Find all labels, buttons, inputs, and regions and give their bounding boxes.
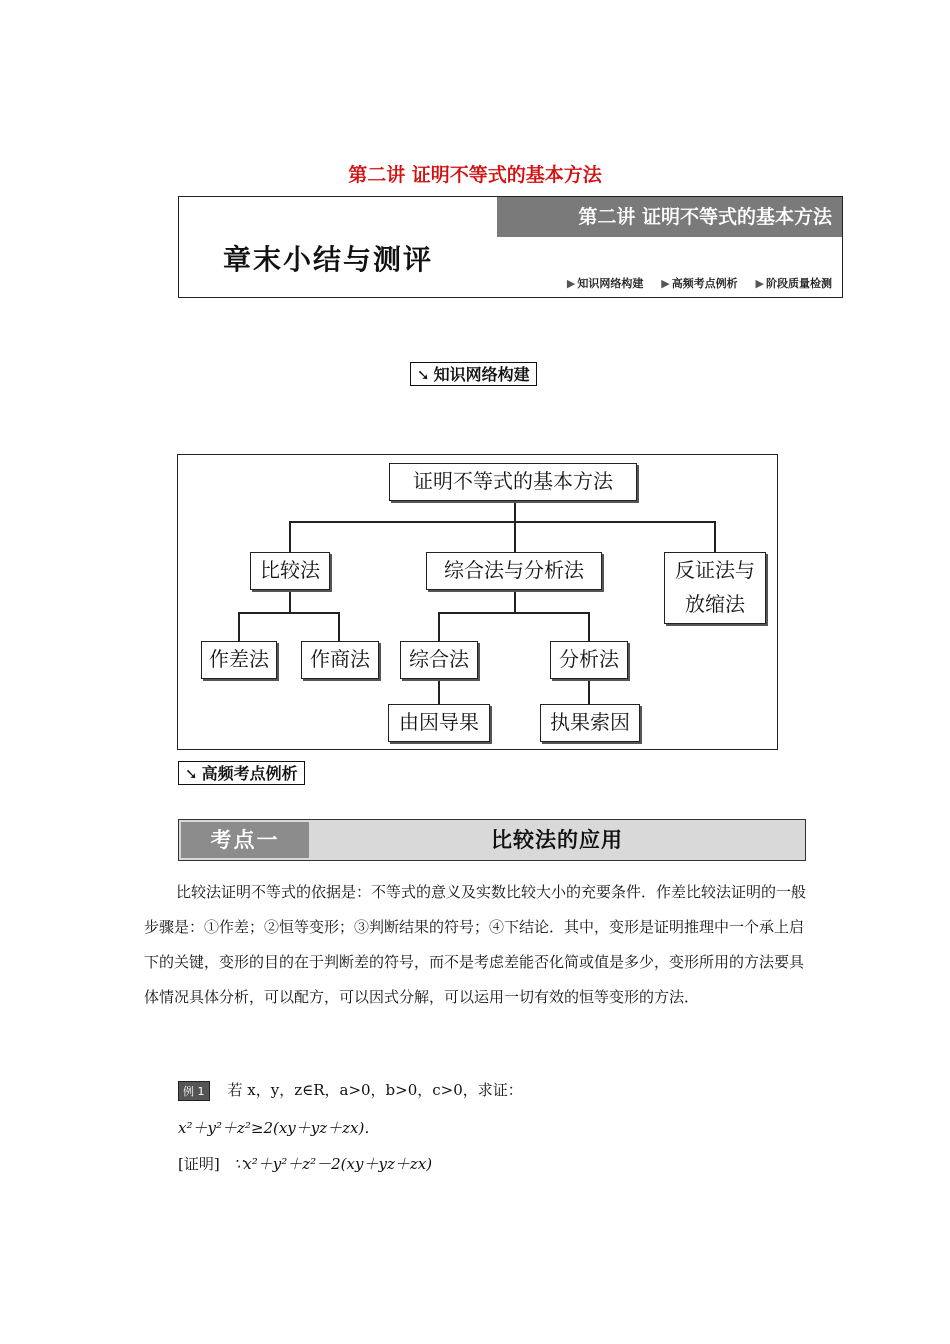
example-question — [178, 1079, 523, 1101]
section-tag-highfreq — [178, 761, 305, 785]
example-badge: 例 1 — [178, 1081, 210, 1101]
proof-label: [证明] — [178, 1155, 220, 1173]
banner-nav — [553, 275, 832, 291]
node-quotient-method: 作商法 — [301, 641, 379, 679]
body-paragraph: 比较法证明不等式的依据是：不等式的意义及实数比较大小的充要条件．作差比较法证明的一般步骤是：①作差；②恒等变形；③判断结果的符号；④下结论．其中，变形是证明推理中一个承上启下的关键，变形的目的在于判断差的符号，而不是考虑差能否化简或值是多少，变形所用的方法要具体情况具体分析，可以配方，可以因式分解，可以运用一切有效的恒等变形的方法． — [144, 883, 807, 1006]
node-effect-to-cause: 执果索因 — [540, 704, 640, 742]
node-synthesis-analysis: 综合法与分析法 — [426, 552, 602, 590]
chapter-banner — [178, 196, 843, 298]
knowledge-diagram — [177, 454, 778, 750]
section-tag-label: 高频考点例析 — [201, 764, 298, 783]
arrow-down-right-icon: ➘ — [417, 366, 430, 384]
example-condition: 若 x，y，z∈R，a>0，b>0，c>0，求证： — [227, 1081, 523, 1099]
kaodian-number: 考点一 — [181, 822, 309, 858]
banner-nav-item[interactable]: ▶ 阶段质量检测 — [755, 277, 832, 290]
document-title: 第二讲 证明不等式的基本方法 — [348, 164, 602, 186]
arrow-down-right-icon: ➘ — [185, 765, 198, 783]
banner-nav-item[interactable]: ▶ 高频考点例析 — [661, 277, 738, 290]
example-claim: x²＋y²＋z²≥2(xy＋yz＋zx)． — [178, 1119, 380, 1137]
section-tag-knowledge — [410, 362, 537, 386]
kaodian-header — [178, 819, 806, 861]
node-cause-to-effect: 由因导果 — [388, 704, 490, 742]
play-arrow-icon: ▶ — [755, 277, 764, 290]
play-arrow-icon: ▶ — [661, 277, 670, 290]
node-analysis: 分析法 — [550, 641, 628, 679]
section-tag-label: 知识网络构建 — [433, 365, 530, 384]
node-difference-method: 作差法 — [201, 641, 277, 679]
node-synthesis: 综合法 — [400, 641, 478, 679]
kaodian-title: 比较法的应用 — [491, 828, 623, 852]
proof-line — [178, 1153, 432, 1174]
node-root: 证明不等式的基本方法 — [389, 463, 637, 501]
banner-lecture: 第二讲 证明不等式的基本方法 — [497, 197, 842, 237]
banner-title: 章末小结与测评 — [223, 243, 434, 276]
proof-expression: ∵x²＋y²＋z²－2(xy＋yz＋zx) — [233, 1155, 433, 1173]
node-comparison-method: 比较法 — [250, 552, 330, 590]
play-arrow-icon: ▶ — [566, 277, 576, 290]
banner-nav-item[interactable]: ▶ 知识网络构建 — [566, 277, 644, 290]
node-contradiction-scaling: 反证法与放缩法 — [664, 552, 766, 624]
